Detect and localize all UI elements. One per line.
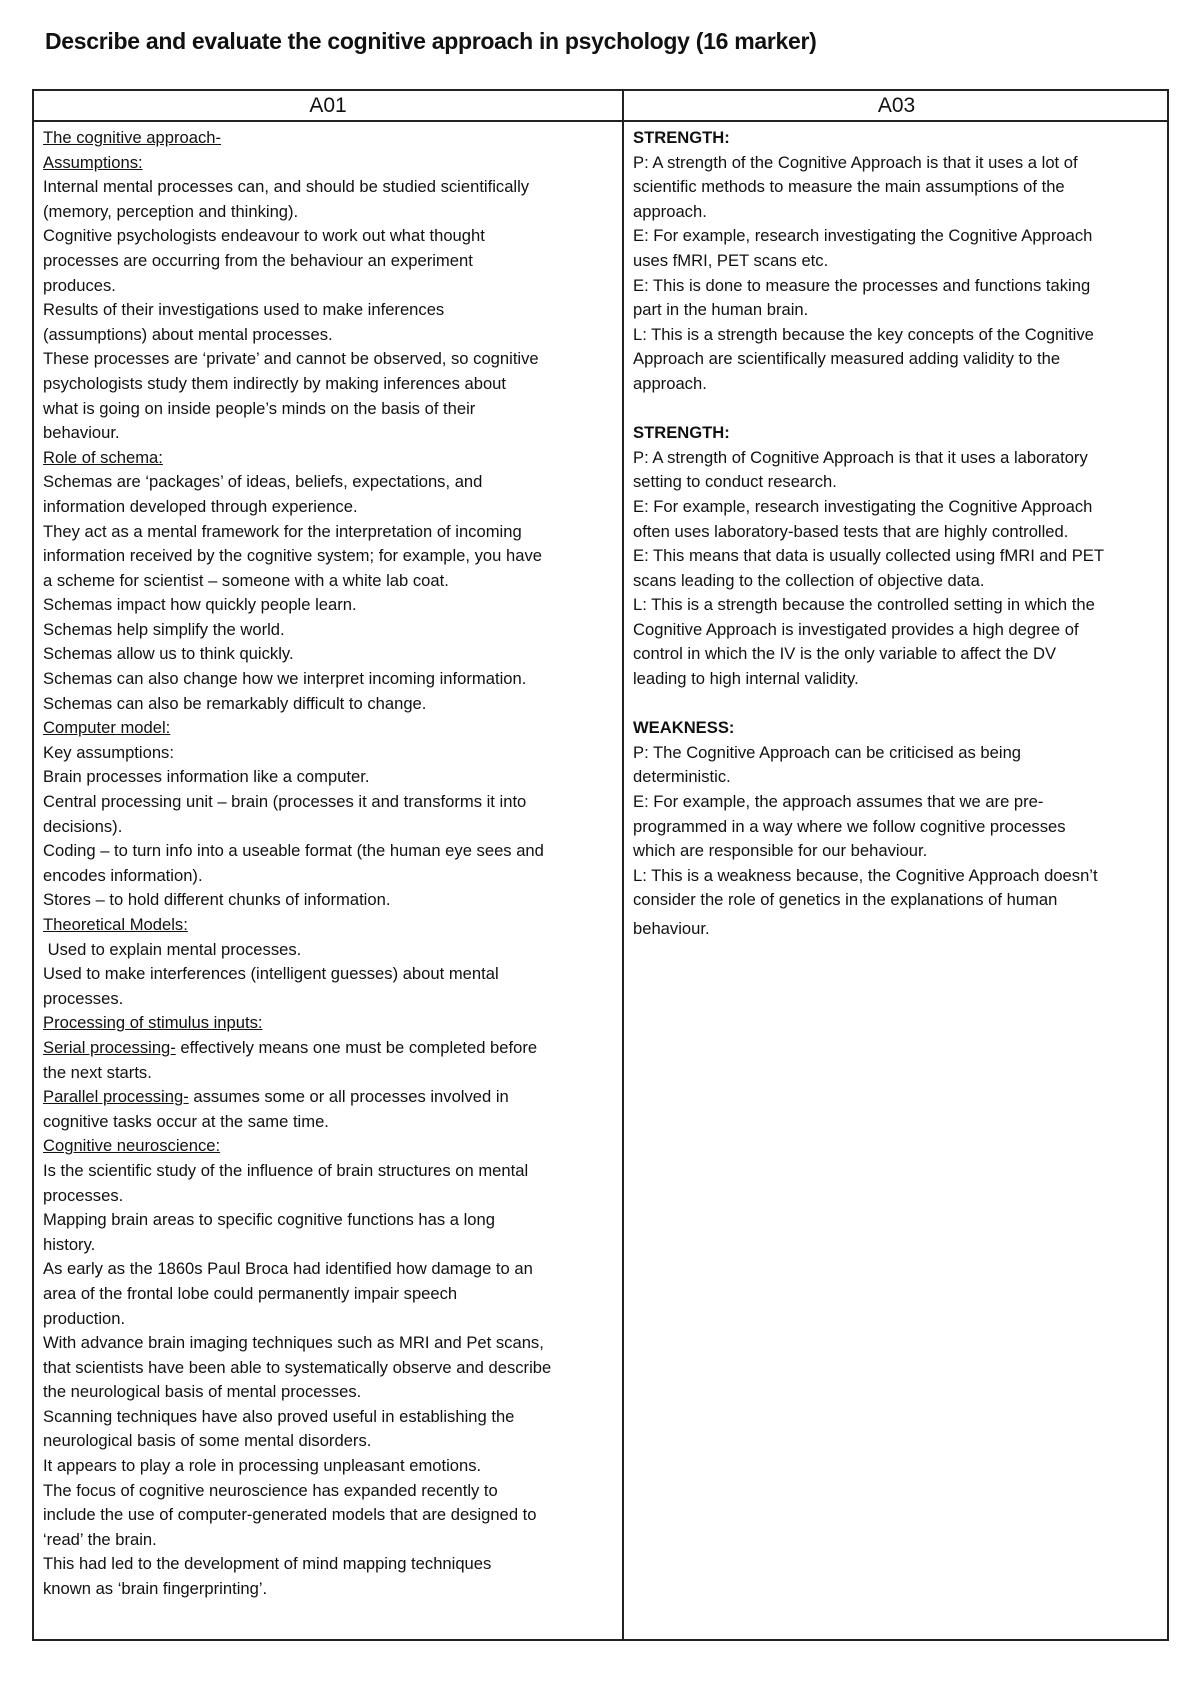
text-line: Is the scientific study of the influence of brain structures on mental [43, 1160, 529, 1180]
section-heading-assumptions: Assumptions: [43, 152, 143, 172]
strength-heading: STRENGTH: [633, 423, 730, 443]
column-header-a01: A01 [309, 94, 347, 117]
a03-column [633, 126, 1165, 942]
text-line: behaviour. [633, 919, 710, 938]
serial-processing-text: effectively means one must be completed before [175, 1037, 538, 1057]
text-line: information developed through experience. [43, 496, 358, 516]
text-line: part in the human brain. [633, 300, 809, 320]
text-line: Coding – to turn info into a useable format (the human eye sees and [43, 841, 544, 861]
text-line: Central processing unit – brain (processes it and transforms it into [43, 792, 527, 812]
text-line: Schemas allow us to think quickly. [43, 644, 294, 664]
text-line: P: A strength of the Cognitive Approach is that it uses a lot of [633, 152, 1078, 172]
text-line: Scanning techniques have also proved useful in establishing the [43, 1406, 515, 1426]
text-line: which are responsible for our behaviour. [633, 841, 928, 861]
text-line: These processes are ‘private’ and cannot be observed, so cognitive [43, 349, 539, 369]
column-header-a03: A03 [877, 94, 916, 117]
text-line: They act as a mental framework for the interpretation of incoming [43, 521, 522, 541]
text-line: processes. [43, 988, 124, 1008]
text-line: (memory, perception and thinking). [43, 201, 299, 221]
text-line: Schemas impact how quickly people learn. [43, 595, 357, 615]
text-line: psychologists study them indirectly by making inferences about [43, 373, 507, 393]
text-line: information received by the cognitive system; for example, you have [43, 546, 542, 566]
text-line: L: This is a strength because the controlled setting in which the [633, 595, 1095, 615]
text-line: decisions). [43, 816, 123, 836]
text-line: neurological basis of some mental disorders. [43, 1431, 372, 1451]
text-line: processes are occurring from the behaviour an experiment [43, 250, 473, 270]
text-line: scientific methods to measure the main assumptions of the [633, 177, 1065, 197]
text-line: E: This means that data is usually collected using fMRI and PET [633, 546, 1105, 566]
text-line: that scientists have been able to systematically observe and describe [43, 1357, 552, 1377]
text-line: Internal mental processes can, and should be studied scientifically [43, 177, 530, 197]
text-line: P: A strength of Cognitive Approach is that it uses a laboratory [633, 447, 1088, 467]
text-line: control in which the IV is the only variable to affect the DV [633, 644, 1057, 664]
text-line: E: For example, research investigating the Cognitive Approach [633, 496, 1093, 516]
text-line: Mapping brain areas to specific cognitive functions has a long [43, 1210, 495, 1230]
text-line: ‘read’ the brain. [43, 1529, 157, 1549]
text-line: E: For example, the approach assumes that we are pre- [633, 792, 1044, 812]
text-line: behaviour. [43, 423, 120, 443]
text-line: deterministic. [633, 767, 731, 787]
serial-processing-label: Serial processing- [43, 1037, 176, 1057]
section-heading-processing: Processing of stimulus inputs: [43, 1013, 263, 1033]
text-line: Approach are scientifically measured adding validity to the [633, 349, 1061, 369]
answer-table [32, 89, 1169, 1641]
section-heading-theoretical-models: Theoretical Models: [43, 915, 188, 934]
section-heading-role-of-schema: Role of schema: [43, 447, 163, 467]
text-line: the next starts. [43, 1062, 152, 1082]
text-line: production. [43, 1308, 126, 1328]
weakness-heading: WEAKNESS: [633, 718, 735, 738]
strength-heading: STRENGTH: [633, 128, 730, 147]
text-line: setting to conduct research. [633, 472, 837, 492]
text-line: Used to make interferences (intelligent guesses) about mental [43, 964, 499, 984]
text-line: approach. [633, 201, 707, 221]
parallel-processing-line [43, 1085, 615, 1110]
paragraph-gap [633, 692, 1165, 717]
text-line: Brain processes information like a computer. [43, 767, 370, 787]
text-line: Schemas can also change how we interpret incoming information. [43, 669, 527, 689]
text-line: This had led to the development of mind mapping techniques [43, 1554, 492, 1574]
text-line: uses fMRI, PET scans etc. [633, 250, 829, 270]
text-line: The focus of cognitive neuroscience has expanded recently to [43, 1480, 498, 1500]
text-line: With advance brain imaging techniques such as MRI and Pet scans, [43, 1333, 544, 1353]
parallel-processing-text: assumes some or all processes involved in [188, 1087, 509, 1107]
section-heading-computer-model: Computer model: [43, 718, 171, 738]
text-line: Schemas are ‘packages’ of ideas, beliefs, expectations, and [43, 472, 483, 492]
serial-processing-line [43, 1036, 615, 1061]
text-line: scans leading to the collection of objective data. [633, 570, 985, 590]
column-divider [622, 91, 624, 1639]
text-line: encodes information). [43, 865, 203, 885]
text-line: Schemas can also be remarkably difficult to change. [43, 693, 427, 713]
page-title: Describe and evaluate the cognitive approach in psychology (16 marker) [45, 28, 817, 54]
text-line: Cognitive psychologists endeavour to work out what thought [43, 226, 485, 246]
text-line: processes. [43, 1185, 124, 1205]
text-line: programmed in a way where we follow cognitive processes [633, 816, 1066, 836]
text-line: Schemas help simplify the world. [43, 619, 285, 639]
text-line: It appears to play a role in processing unpleasant emotions. [43, 1456, 482, 1476]
section-heading-cognitive-neuroscience: Cognitive neuroscience: [43, 1136, 221, 1156]
text-line: the neurological basis of mental processes. [43, 1382, 362, 1402]
text-line: include the use of computer-generated models that are designed to [43, 1505, 537, 1525]
text-line: history. [43, 1234, 96, 1254]
parallel-processing-label: Parallel processing- [43, 1087, 189, 1107]
text-line: Cognitive Approach is investigated provides a high degree of [633, 619, 1079, 639]
text-line: consider the role of genetics in the explanations of human [633, 890, 1058, 910]
section-heading-cognitive-approach: The cognitive approach- [43, 128, 222, 147]
text-line: what is going on inside people’s minds on the basis of their [43, 398, 476, 418]
text-line: As early as the 1860s Paul Broca had identified how damage to an [43, 1259, 533, 1279]
a01-column [43, 126, 615, 1602]
text-line: Results of their investigations used to make inferences [43, 300, 445, 320]
text-line: E: For example, research investigating the Cognitive Approach [633, 226, 1093, 246]
text-line: approach. [633, 373, 707, 393]
header-divider [34, 120, 1167, 122]
text-line: (assumptions) about mental processes. [43, 324, 333, 344]
text-line: leading to high internal validity. [633, 669, 859, 689]
text-line: Used to explain mental processes. [43, 939, 302, 959]
text-line: Key assumptions: [43, 742, 174, 762]
text-line: P: The Cognitive Approach can be criticised as being [633, 742, 1022, 762]
text-line: Stores – to hold different chunks of information. [43, 890, 391, 910]
text-line: L: This is a weakness because, the Cognitive Approach doesn’t [633, 865, 1098, 885]
text-line: L: This is a strength because the key concepts of the Cognitive [633, 324, 1094, 344]
paragraph-gap [633, 397, 1165, 422]
text-line: area of the frontal lobe could permanently impair speech [43, 1283, 458, 1303]
text-line: produces. [43, 275, 116, 295]
text-line: known as ‘brain fingerprinting’. [43, 1579, 268, 1599]
text-line: cognitive tasks occur at the same time. [43, 1111, 329, 1131]
text-line: E: This is done to measure the processes and functions taking [633, 275, 1091, 295]
text-line: a scheme for scientist – someone with a white lab coat. [43, 570, 449, 590]
text-line: often uses laboratory-based tests that are highly controlled. [633, 521, 1069, 541]
